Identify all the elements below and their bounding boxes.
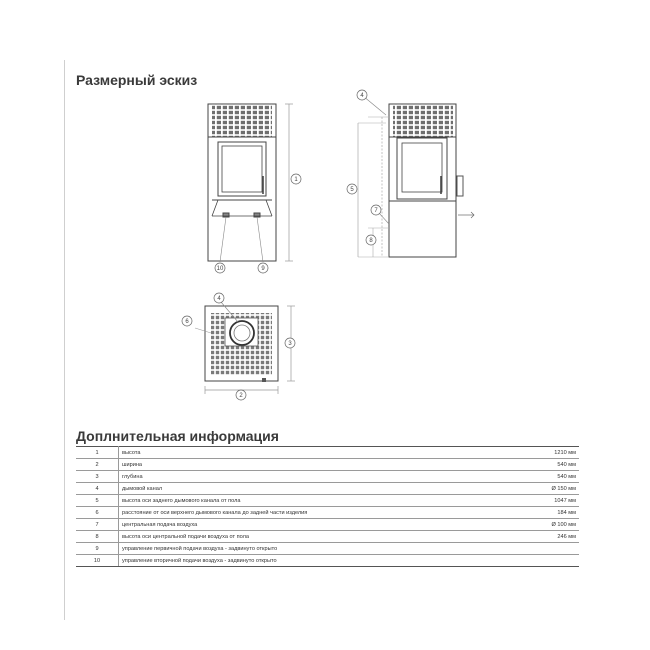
row-value: 540 мм	[514, 471, 579, 483]
row-description: управление первичной подачи воздуха - задвинуто открыто	[119, 543, 515, 555]
table-row	[76, 531, 579, 543]
row-value: 540 мм	[514, 459, 579, 471]
svg-text:10: 10	[216, 266, 224, 272]
table-row	[76, 483, 579, 495]
table-row	[76, 555, 579, 567]
side-door-frame	[397, 138, 447, 199]
row-value: Ø 100 мм	[514, 519, 579, 531]
row-number: 4	[76, 483, 119, 495]
front-callout-10	[215, 263, 225, 273]
table-row	[76, 507, 579, 519]
svg-text:4: 4	[360, 93, 364, 99]
svg-text:6: 6	[185, 319, 189, 325]
side-callout-8	[366, 235, 376, 245]
side-view	[358, 96, 474, 257]
row-number: 7	[76, 519, 119, 531]
front-view	[208, 104, 293, 262]
dimension-sketch-heading: Размерный эскиз	[76, 72, 198, 88]
row-description: расстояние от оси верхнего дымового канала до задней части изделия	[119, 507, 515, 519]
top-callout-3	[285, 338, 295, 348]
table-row	[76, 495, 579, 507]
top-callout-6	[182, 316, 192, 326]
row-value: 1047 мм	[514, 495, 579, 507]
row-description: высота	[119, 447, 515, 459]
front-callout-1	[291, 174, 301, 184]
front-door-frame	[218, 142, 266, 196]
svg-text:7: 7	[374, 208, 378, 214]
svg-text:3: 3	[288, 341, 292, 347]
svg-text:9: 9	[261, 266, 265, 272]
front-door-glass	[222, 146, 262, 192]
table-row	[76, 543, 579, 555]
row-value	[514, 543, 579, 555]
table-row	[76, 471, 579, 483]
svg-text:4: 4	[217, 296, 221, 302]
row-value: 1210 мм	[514, 447, 579, 459]
table-row	[76, 447, 579, 459]
additional-info-heading: Доплнительная информация	[76, 428, 279, 444]
side-handle	[457, 176, 463, 196]
row-value: Ø 150 мм	[514, 483, 579, 495]
row-number: 10	[76, 555, 119, 567]
svg-text:2: 2	[239, 393, 243, 399]
table-row	[76, 459, 579, 471]
top-view	[195, 302, 295, 394]
row-number: 6	[76, 507, 119, 519]
top-callout-2	[236, 390, 246, 400]
specs-table	[76, 446, 579, 567]
row-description: высота оси заднего дымового канала от пола	[119, 495, 515, 507]
row-description: центральная подача воздуха	[119, 519, 515, 531]
front-top-grille	[212, 104, 272, 137]
row-number: 3	[76, 471, 119, 483]
svg-text:1: 1	[294, 177, 298, 183]
row-number: 2	[76, 459, 119, 471]
top-callout-4	[214, 293, 224, 303]
front-callout-9	[258, 263, 268, 273]
side-callout-7	[371, 205, 381, 215]
table-row	[76, 519, 579, 531]
side-callout-4	[357, 90, 367, 100]
side-top-grille	[393, 104, 453, 137]
row-value: 246 мм	[514, 531, 579, 543]
svg-text:5: 5	[350, 187, 354, 193]
row-number: 1	[76, 447, 119, 459]
svg-text:8: 8	[369, 238, 373, 244]
row-value: 184 мм	[514, 507, 579, 519]
row-value	[514, 555, 579, 567]
row-description: дымовой канал	[119, 483, 515, 495]
row-description: ширина	[119, 459, 515, 471]
row-number: 5	[76, 495, 119, 507]
side-door-glass	[402, 143, 442, 192]
row-number: 9	[76, 543, 119, 555]
side-callout-5	[347, 184, 357, 194]
row-description: глубина	[119, 471, 515, 483]
row-description: управление вторичной подачи воздуха - задвинуто открыто	[119, 555, 515, 567]
row-description: высота оси центральной подачи воздуха от пола	[119, 531, 515, 543]
row-number: 8	[76, 531, 119, 543]
